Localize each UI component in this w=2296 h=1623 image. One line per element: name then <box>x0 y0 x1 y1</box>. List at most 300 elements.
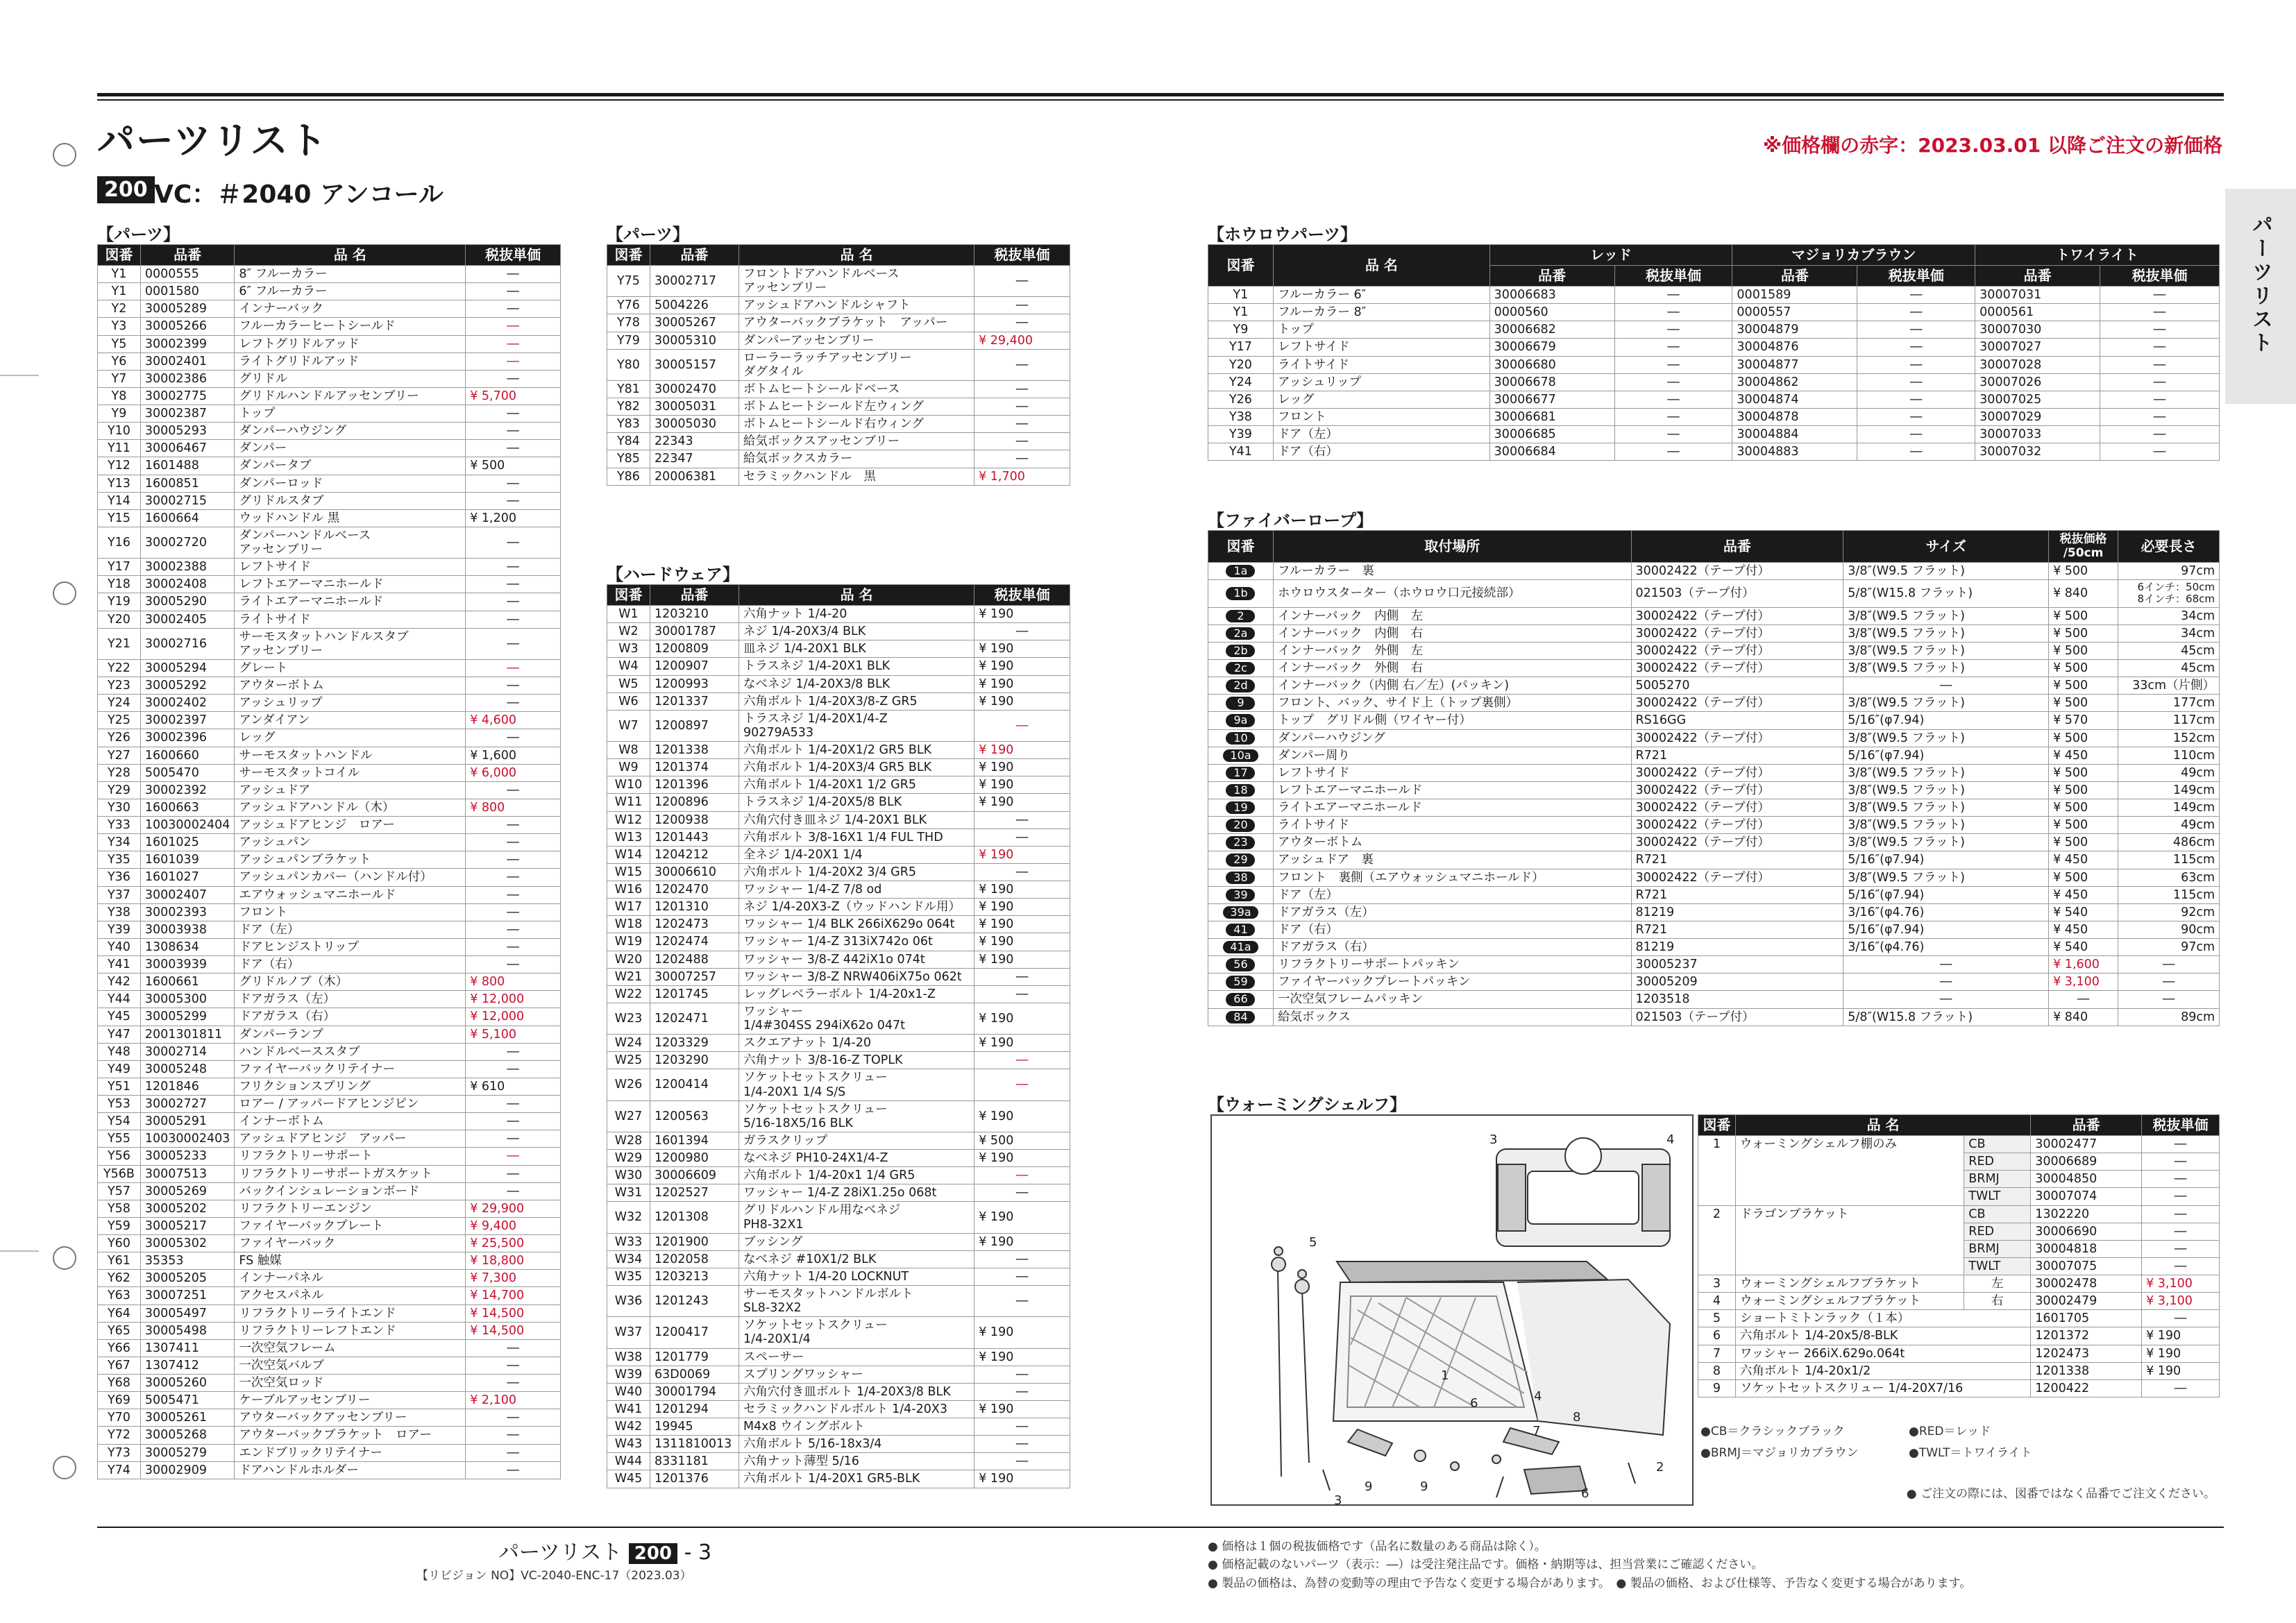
part-name: ソケットセットスクリュー 5/16-18X5/16 BLK <box>738 1101 974 1132</box>
table-row <box>607 710 1070 741</box>
unit-price: ― <box>1857 373 1975 391</box>
figure-no: W14 <box>607 846 650 863</box>
part-name: ブッシング <box>738 1233 974 1250</box>
table-row <box>607 606 1070 623</box>
table-row <box>1208 939 2220 956</box>
table-row <box>1208 729 2220 747</box>
figure-no: Y85 <box>607 450 650 468</box>
figure-no <box>1208 695 1274 712</box>
part-name: ウォーミングシェルフブラケット <box>1735 1275 1964 1293</box>
part-name: ワッシャー 1/4-Z 313iX742o 06t <box>738 933 974 951</box>
part-no: 30005267 <box>650 314 738 332</box>
figure-label: 29 <box>1226 853 1255 866</box>
figure-no: Y69 <box>98 1392 141 1409</box>
unit-price: ― <box>1614 287 1732 304</box>
part-no: 30004876 <box>1732 339 1857 356</box>
col-header: 品 名 <box>738 585 974 606</box>
figure-no: Y30 <box>98 799 141 816</box>
unit-price: ― <box>974 829 1070 846</box>
figure-no: W19 <box>607 933 650 951</box>
part-no: 30006680 <box>1489 356 1614 373</box>
unit-price: ¥ 190 <box>974 916 1070 933</box>
col-header: 品番 <box>650 245 738 266</box>
table-row <box>607 829 1070 846</box>
legend-item: ●TWLT＝トワイライト <box>1909 1446 2032 1460</box>
part-name: アッシュリップ <box>1273 373 1489 391</box>
part-no: 81219 <box>1631 939 1843 956</box>
part-no: 1202473 <box>650 916 738 933</box>
unit-price: ― <box>1614 356 1732 373</box>
figure-no: Y17 <box>1208 339 1274 356</box>
size: 5/16″(φ7.94) <box>1843 851 2049 869</box>
table-row <box>607 692 1070 710</box>
part-no: 30006610 <box>650 863 738 881</box>
table-row <box>98 1113 561 1130</box>
figure-label: 39a <box>1223 906 1258 919</box>
part-no: 30002422（テープ付） <box>1631 607 1843 624</box>
table-row <box>1698 1362 2220 1379</box>
unit-price: ― <box>466 593 561 611</box>
part-no: 30002392 <box>140 781 234 799</box>
part-no: 30006467 <box>140 440 234 457</box>
table-row <box>607 332 1070 349</box>
part-name: 六角ボルト 1/4-20X1/2 GR5 BLK <box>738 742 974 759</box>
install-location: トップ グリドル側（ワイヤー付） <box>1273 712 1631 729</box>
part-no: 30005294 <box>140 659 234 677</box>
unit-price: ― <box>1857 426 1975 443</box>
table-row <box>98 352 561 370</box>
unit-price: ¥ 3,100 <box>2142 1275 2220 1293</box>
size: 3/8″(W9.5 フラット) <box>1843 764 2049 781</box>
part-no: 1201376 <box>650 1470 738 1488</box>
part-name: グリドルノブ（木） <box>235 974 466 991</box>
part-no: 30002422（テープ付） <box>1631 834 1843 851</box>
part-name: 一次空気ロッド <box>235 1375 466 1392</box>
required-length: 49cm <box>2118 764 2220 781</box>
part-name: サーモスタットコイル <box>235 764 466 781</box>
enamel-table <box>1208 244 2220 461</box>
part-no: 63D0069 <box>650 1366 738 1383</box>
table-row <box>607 899 1070 916</box>
table-row <box>607 1366 1070 1383</box>
unit-price: ¥ 190 <box>974 1202 1070 1233</box>
color-code: CB <box>1964 1136 2031 1153</box>
table-row <box>1208 695 2220 712</box>
required-length: ― <box>2118 974 2220 991</box>
part-name: ワッシャー 3/8-Z NRW406iX75o 062t <box>738 968 974 985</box>
table-row <box>1208 391 2220 408</box>
unit-price: ― <box>1857 408 1975 425</box>
figure-no: W30 <box>607 1167 650 1184</box>
unit-price: ― <box>466 527 561 558</box>
part-name: M4x8 ウイングボルト <box>738 1418 974 1436</box>
required-length: 92cm <box>2118 903 2220 921</box>
part-name: リフラクトリーエンジン <box>235 1200 466 1217</box>
part-no: 10030002403 <box>140 1130 234 1148</box>
table-row <box>98 283 561 300</box>
unit-price: ― <box>466 628 561 659</box>
figure-no <box>1208 956 1274 974</box>
unit-price: ― <box>974 968 1070 985</box>
figure-label: 66 <box>1226 993 1255 1005</box>
table-row <box>98 921 561 938</box>
figure-no: Y74 <box>98 1461 141 1479</box>
figure-no <box>1208 712 1274 729</box>
part-name: ダンパーアッセンブリー <box>738 332 974 349</box>
figure-no: Y42 <box>98 974 141 991</box>
diagram-label: 3 <box>1489 1132 1498 1147</box>
part-name: ドア（右） <box>235 956 466 974</box>
part-no: 30007025 <box>1975 391 2100 408</box>
figure-no: 4 <box>1698 1293 1736 1310</box>
figure-no <box>1208 974 1274 991</box>
part-no: 30002408 <box>140 576 234 593</box>
part-no: 0001589 <box>1732 287 1857 304</box>
part-no: 30002717 <box>650 266 738 297</box>
table-row <box>98 300 561 318</box>
table-row <box>607 416 1070 433</box>
footer-page-label: パーツリスト <box>498 1540 623 1565</box>
col-header: 必要長さ <box>2118 531 2220 563</box>
unit-price: ― <box>1614 408 1732 425</box>
unit-price: ― <box>466 1427 561 1444</box>
hardware-title: 【ハードウェア】 <box>607 565 740 584</box>
unit-price: ¥ 190 <box>974 606 1070 623</box>
figure-no: 8 <box>1698 1362 1736 1379</box>
table-row <box>98 938 561 955</box>
part-no: 30004884 <box>1732 426 1857 443</box>
table-row <box>607 380 1070 398</box>
unit-price: ― <box>974 297 1070 314</box>
figure-label: 41a <box>1223 941 1258 953</box>
figure-no: Y22 <box>98 659 141 677</box>
figure-no: W38 <box>607 1348 650 1366</box>
part-no: 1600664 <box>140 509 234 527</box>
part-name: ウォーミングシェルフブラケット <box>1735 1293 1964 1310</box>
subcol-header: 品番 <box>1489 266 1614 287</box>
part-no: 30006679 <box>1489 339 1614 356</box>
figure-no: W18 <box>607 916 650 933</box>
unit-price: ― <box>1857 287 1975 304</box>
figure-no: Y1 <box>1208 304 1274 321</box>
part-no: 30002422（テープ付） <box>1631 869 1843 886</box>
unit-price: ― <box>466 611 561 628</box>
unit-price: ¥ 14,500 <box>466 1322 561 1339</box>
table-row <box>607 968 1070 985</box>
unit-price: ― <box>974 985 1070 1003</box>
color-code: TWLT <box>1964 1257 2031 1275</box>
install-location: フロント 裏側（エアウォッシュマニホールド） <box>1273 869 1631 886</box>
figure-no: Y63 <box>98 1287 141 1305</box>
unit-price: ― <box>1614 339 1732 356</box>
part-no: 1200563 <box>650 1101 738 1132</box>
part-name: ハンドルベーススタブ <box>235 1043 466 1060</box>
size: 5/8″(W15.8 フラット) <box>1843 1008 2049 1026</box>
figure-no: W33 <box>607 1233 650 1250</box>
unit-price: ¥ 500 <box>974 1132 1070 1149</box>
part-name: フルーカラー 8″ <box>1273 304 1489 321</box>
part-no: 1601488 <box>140 457 234 475</box>
part-name: ガラスクリップ <box>738 1132 974 1149</box>
part-name: 六角ナット 3/8-16-Z TOPLK <box>738 1052 974 1069</box>
subcol-header: 品番 <box>1975 266 2100 287</box>
table-row <box>1208 799 2220 817</box>
part-no: 30002422（テープ付） <box>1631 695 1843 712</box>
table-row <box>98 1165 561 1182</box>
part-no: 1311810013 <box>650 1436 738 1453</box>
part-name: インナーバック <box>235 300 466 318</box>
part-no: 1601025 <box>140 834 234 851</box>
figure-no: Y68 <box>98 1375 141 1392</box>
part-no: 1200993 <box>650 675 738 692</box>
figure-no <box>1208 851 1274 869</box>
shelf-title: 【ウォーミングシェルフ】 <box>1208 1095 1407 1114</box>
figure-no: W5 <box>607 675 650 692</box>
part-name: トラスネジ 1/4-20X5/8 BLK <box>738 794 974 811</box>
col-header: 図番 <box>607 245 650 266</box>
part-name: 6″ フルーカラー <box>235 283 466 300</box>
part-no: 30006678 <box>1489 373 1614 391</box>
part-no: 1201308 <box>650 1202 738 1233</box>
unit-price: ¥ 190 <box>974 1035 1070 1052</box>
part-no: RS16GG <box>1631 712 1843 729</box>
table-row <box>1698 1379 2220 1397</box>
part-no: 1200414 <box>650 1069 738 1101</box>
figure-no: W6 <box>607 692 650 710</box>
figure-no: W9 <box>607 759 650 776</box>
part-no: 30002393 <box>140 903 234 921</box>
part-name: フルーカラー 6″ <box>1273 287 1489 304</box>
col-header: 品 名 <box>738 245 974 266</box>
hardware-table <box>607 584 1070 1488</box>
table-row <box>607 794 1070 811</box>
table-row <box>98 834 561 851</box>
part-name: グリドルスタブ <box>235 492 466 509</box>
unit-price: ― <box>974 266 1070 297</box>
table-row <box>607 985 1070 1003</box>
table-row <box>98 1182 561 1200</box>
part-no: 30005209 <box>1631 974 1843 991</box>
part-no: 19945 <box>650 1418 738 1436</box>
col-header: 税抜単価 <box>974 585 1070 606</box>
unit-price: ― <box>2142 1379 2220 1397</box>
size: 5/16″(φ7.94) <box>1843 886 2049 903</box>
unit-price: ― <box>974 863 1070 881</box>
install-location: ドア（右） <box>1273 921 1631 938</box>
table-row <box>607 1286 1070 1317</box>
table-row <box>98 318 561 335</box>
table-row <box>98 764 561 781</box>
size: ― <box>1843 974 2049 991</box>
required-length: 117cm <box>2118 712 2220 729</box>
part-no: 30003938 <box>140 921 234 938</box>
table-row <box>98 956 561 974</box>
table-row <box>1208 607 2220 624</box>
col-header: 税抜単価 <box>2142 1115 2220 1136</box>
part-name: ソケットセットスクリュー 1/4-20X1 1/4 S/S <box>738 1069 974 1101</box>
table-row <box>1208 747 2220 764</box>
part-no: 30002479 <box>2031 1293 2142 1310</box>
part-name: 六角穴付き皿ボルト 1/4-20X3/8 BLK <box>738 1383 974 1400</box>
unit-price: ― <box>974 1184 1070 1202</box>
footer-page-no: - 3 <box>684 1540 712 1565</box>
unit-price: ¥ 190 <box>974 1317 1070 1348</box>
figure-no: Y86 <box>607 468 650 485</box>
part-no: 30002399 <box>140 335 234 352</box>
unit-price: ¥ 12,000 <box>466 1008 561 1026</box>
table-row <box>1208 817 2220 834</box>
size: 3/8″(W9.5 フラット) <box>1843 695 2049 712</box>
unit-price: ― <box>466 1043 561 1060</box>
figure-no: Y19 <box>98 593 141 611</box>
figure-no <box>1208 886 1274 903</box>
part-no: 30005261 <box>140 1409 234 1427</box>
part-name: ローラーラッチアッセンブリー ダグタイル <box>738 349 974 380</box>
shelf-table <box>1698 1114 2220 1397</box>
part-no: 30004862 <box>1732 373 1857 391</box>
unit-price: ― <box>974 416 1070 433</box>
unit-price: ¥ 190 <box>974 881 1070 899</box>
part-name: トップ <box>235 405 466 423</box>
part-no: 1201310 <box>650 899 738 916</box>
part-no: 1201243 <box>650 1286 738 1317</box>
part-no: 30007074 <box>2031 1188 2142 1205</box>
figure-no: 6 <box>1698 1327 1736 1345</box>
install-location: 給気ボックス <box>1273 1008 1631 1026</box>
binder-hole-icon <box>53 143 76 167</box>
install-location: ドアガラス（右） <box>1273 939 1631 956</box>
unit-price: ― <box>974 1286 1070 1317</box>
unit-price: ― <box>466 370 561 387</box>
diagram-label: 6 <box>1470 1396 1478 1411</box>
section-badge: 200 <box>97 176 155 203</box>
part-name: アッシュドアヒンジ アッパー <box>235 1130 466 1148</box>
size: 3/16″(φ4.76) <box>1843 903 2049 921</box>
col-header: 税抜価格 /50cm <box>2049 531 2118 563</box>
figure-no: W37 <box>607 1317 650 1348</box>
part-name: トラスネジ 1/4-20X1 BLK <box>738 658 974 675</box>
figure-no: Y16 <box>98 527 141 558</box>
size: 5/16″(φ7.94) <box>1843 712 2049 729</box>
side-tab[interactable] <box>2225 189 2296 404</box>
figure-no: Y20 <box>98 611 141 628</box>
size: 3/8″(W9.5 フラット) <box>1843 642 2049 659</box>
figure-no: 5 <box>1698 1310 1736 1327</box>
part-no: 1201846 <box>140 1078 234 1095</box>
part-no: 30004850 <box>2031 1171 2142 1188</box>
size: 5/16″(φ7.94) <box>1843 921 2049 938</box>
part-no: 30006681 <box>1489 408 1614 425</box>
table-row <box>607 759 1070 776</box>
figure-no: Y56 <box>98 1148 141 1165</box>
part-name: なべネジ #10X1/2 BLK <box>738 1250 974 1268</box>
figure-no: W21 <box>607 968 650 985</box>
part-name: ダンパーロッド <box>235 475 466 492</box>
part-name: 六角穴付き皿ネジ 1/4-20X1 BLK <box>738 811 974 829</box>
part-no: 30005030 <box>650 416 738 433</box>
unit-price: ― <box>2142 1310 2220 1327</box>
part-no: 1202058 <box>650 1250 738 1268</box>
unit-price: ¥ 14,500 <box>466 1305 561 1322</box>
part-name: フロント <box>235 903 466 921</box>
table-row <box>98 370 561 387</box>
price-per-50cm: ¥ 500 <box>2049 642 2118 659</box>
figure-no: Y76 <box>607 297 650 314</box>
figure-label: 10a <box>1223 749 1258 762</box>
price-per-50cm: ¥ 500 <box>2049 563 2118 580</box>
figure-no: Y36 <box>98 869 141 886</box>
unit-price: ― <box>466 1409 561 1427</box>
part-no: 30002422（テープ付） <box>1631 781 1843 799</box>
part-name: 全ネジ 1/4-20X1 1/4 <box>738 846 974 863</box>
part-no: R721 <box>1631 921 1843 938</box>
required-length: ― <box>2118 956 2220 974</box>
part-no: 30005302 <box>140 1235 234 1252</box>
required-length: 110cm <box>2118 747 2220 764</box>
part-name: 六角ボルト 1/4-20x5/8-BLK <box>1735 1327 2030 1345</box>
table-row <box>1208 563 2220 580</box>
table-row <box>607 1470 1070 1488</box>
part-no: 1203210 <box>650 606 738 623</box>
part-no: 30002401 <box>140 352 234 370</box>
unit-price: ― <box>1857 339 1975 356</box>
table-row <box>1208 321 2220 339</box>
unit-price: ― <box>2142 1188 2220 1205</box>
part-no: 1203518 <box>1631 991 1843 1008</box>
figure-no: Y24 <box>98 695 141 712</box>
table-row <box>98 527 561 558</box>
part-name: ドラゴンブラケット <box>1735 1205 1964 1275</box>
required-length: 45cm <box>2118 660 2220 677</box>
part-no: 0000560 <box>1489 304 1614 321</box>
part-no: 30002720 <box>140 527 234 558</box>
unit-price: ― <box>466 335 561 352</box>
table-row <box>98 509 561 527</box>
table-row <box>98 1026 561 1043</box>
part-no: 30002405 <box>140 611 234 628</box>
part-name: ネジ 1/4-20X3-Z（ウッドハンドル用） <box>738 899 974 916</box>
table-row <box>1208 764 2220 781</box>
part-no: 30005498 <box>140 1322 234 1339</box>
part-no: 30002470 <box>650 380 738 398</box>
part-name: 六角ナット 1/4-20 LOCKNUT <box>738 1268 974 1285</box>
part-no: 1200422 <box>2031 1379 2142 1397</box>
part-no: 30006609 <box>650 1167 738 1184</box>
unit-price: ― <box>2142 1153 2220 1171</box>
unit-price: ¥ 610 <box>466 1078 561 1095</box>
unit-price: ― <box>1857 391 1975 408</box>
unit-price: ¥ 9,400 <box>466 1217 561 1234</box>
table-row <box>98 781 561 799</box>
part-no: 30004883 <box>1732 443 1857 461</box>
unit-price: ― <box>974 1383 1070 1400</box>
install-location: アウターボトム <box>1273 834 1631 851</box>
unit-price: ― <box>466 1165 561 1182</box>
col-header: 図番 <box>1208 531 1274 563</box>
part-no: 1202474 <box>650 933 738 951</box>
table-row <box>98 1357 561 1374</box>
unit-price: ― <box>466 1375 561 1392</box>
part-name: レッグ <box>1273 391 1489 408</box>
footer-notes <box>1208 1538 1971 1592</box>
part-name: アッシュパンブラケット <box>235 851 466 869</box>
size: ― <box>1843 991 2049 1008</box>
price-per-50cm: ¥ 500 <box>2049 607 2118 624</box>
part-no: 1201374 <box>650 759 738 776</box>
binder-hole-icon <box>53 581 76 605</box>
unit-price: ¥ 190 <box>974 776 1070 794</box>
part-no: 1201443 <box>650 829 738 846</box>
